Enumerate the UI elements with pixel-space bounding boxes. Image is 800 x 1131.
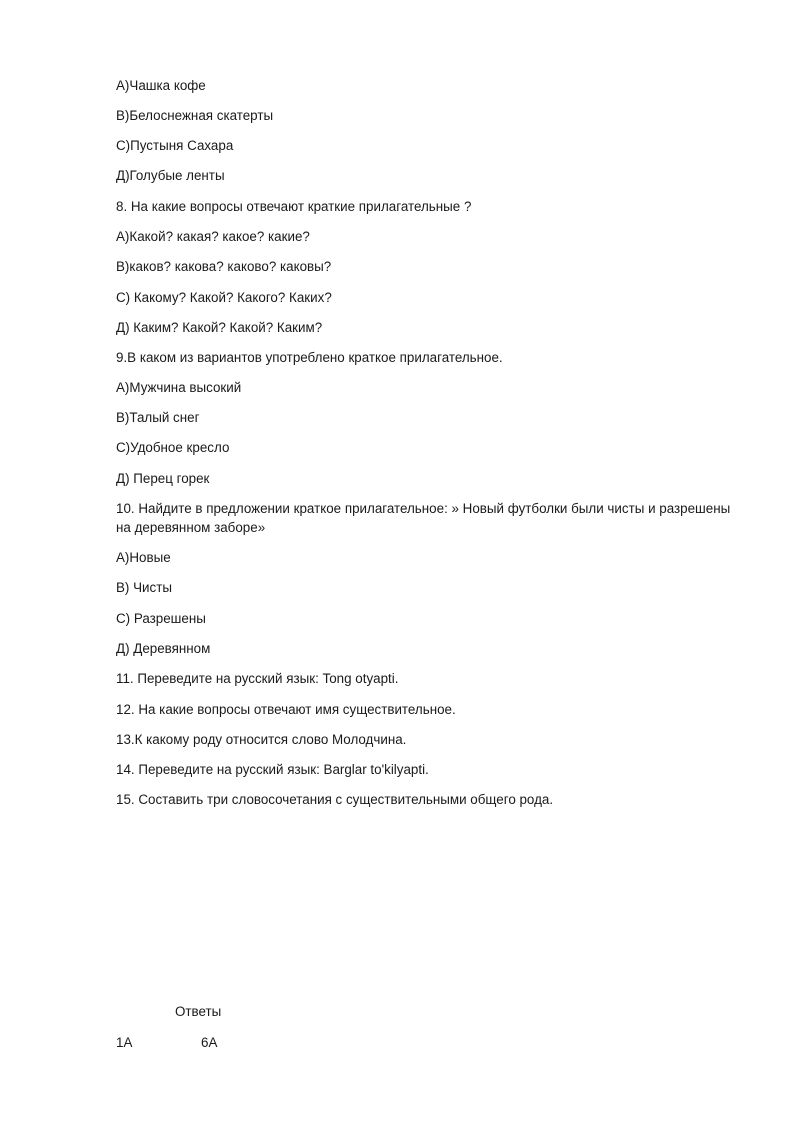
answer-6: 6А xyxy=(201,1035,218,1050)
q9-option-b: В)Талый снег xyxy=(116,410,200,425)
option-c-sahara-desert: С)Пустыня Сахара xyxy=(116,138,234,153)
q8-option-b: В)каков? какова? каково? каковы? xyxy=(116,259,332,274)
q10-option-a: А)Новые xyxy=(116,550,171,565)
option-b-white-tablecloth: В)Белоснежная скатерты xyxy=(116,108,274,123)
question-14: 14. Переведите на русский язык: Barglar to'kilyapti. xyxy=(116,762,429,777)
q9-option-c: С)Удобное кресло xyxy=(116,440,230,455)
option-d-blue-ribbons: Д)Голубые ленты xyxy=(116,168,225,183)
question-11: 11. Переведите на русский язык: Tong otyapti. xyxy=(116,671,399,686)
q10-option-d: Д) Деревянном xyxy=(116,641,211,656)
question-8: 8. На какие вопросы отвечают краткие прилагательные ? xyxy=(116,199,472,214)
q8-option-d: Д) Каким? Какой? Какой? Каким? xyxy=(116,320,323,335)
question-9: 9.В каком из вариантов употреблено краткое прилагательное. xyxy=(116,350,503,365)
q10-option-c: С) Разрешены xyxy=(116,611,206,626)
q8-option-a: А)Какой? какая? какое? какие? xyxy=(116,229,310,244)
question-10: 10. Найдите в предложении краткое прилагательное: » Новый футболки были чисты и разрешены на деревянном заборе» xyxy=(116,501,731,535)
q9-option-d: Д) Перец горек xyxy=(116,471,210,486)
answer-1: 1А xyxy=(116,1035,133,1050)
q9-option-a: А)Мужчина высокий xyxy=(116,380,242,395)
q8-option-c: С) Какому? Какой? Какого? Каких? xyxy=(116,290,332,305)
question-15: 15. Составить три словосочетания с существительными общего рода. xyxy=(116,792,554,807)
q10-option-b: В) Чисты xyxy=(116,580,172,595)
question-12: 12. На какие вопросы отвечают имя существительное. xyxy=(116,702,456,717)
answers-heading: Ответы xyxy=(175,1004,222,1019)
question-13: 13.К какому роду относится слово Молодчина. xyxy=(116,732,407,747)
option-a-cup-of-coffee: А)Чашка кофе xyxy=(116,78,206,93)
